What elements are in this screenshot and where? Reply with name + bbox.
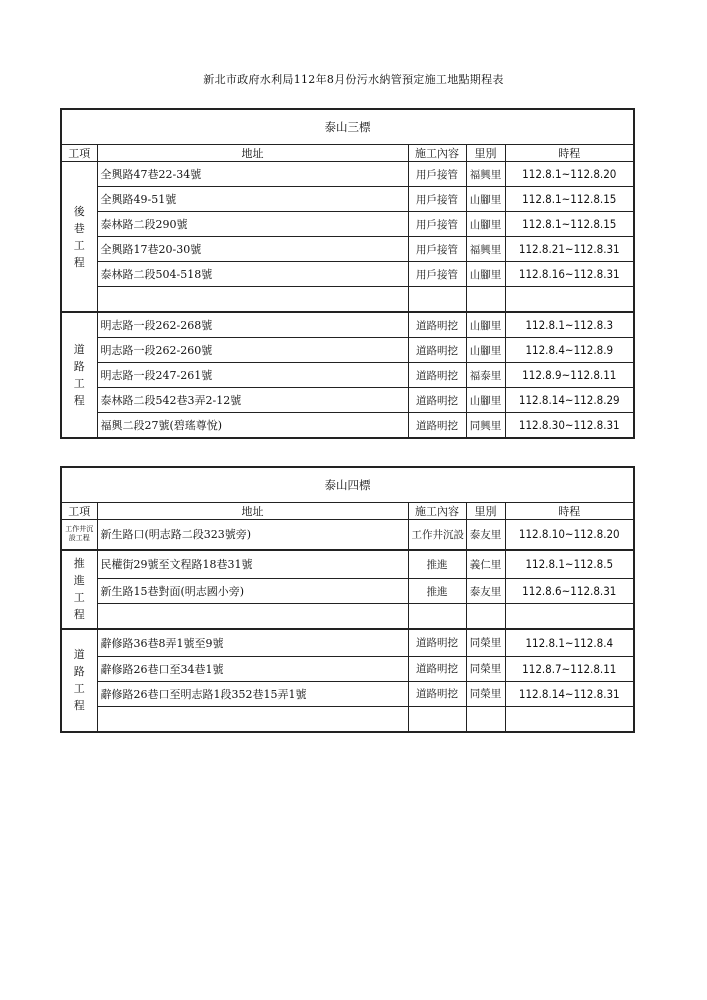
cell-schedule: 112.8.14~112.8.29 bbox=[505, 388, 634, 413]
cell-schedule: 112.8.16~112.8.31 bbox=[505, 262, 634, 287]
cell-village: 山腳里 bbox=[466, 312, 505, 338]
table-row bbox=[61, 656, 634, 681]
table-row bbox=[61, 162, 634, 187]
table-row bbox=[61, 312, 634, 338]
cell-address: 全興路49-51號 bbox=[97, 187, 408, 212]
cell-work bbox=[408, 287, 466, 313]
cell-schedule: 112.8.1~112.8.20 bbox=[505, 162, 634, 187]
cell-address bbox=[97, 287, 408, 313]
cell-address: 辭修路26巷口至34巷1號 bbox=[97, 656, 408, 681]
cell-address: 明志路一段262-268號 bbox=[97, 312, 408, 338]
header-schedule: 時程 bbox=[505, 145, 634, 162]
cell-village: 泰友里 bbox=[466, 579, 505, 604]
table-row bbox=[61, 706, 634, 732]
cell-address bbox=[97, 604, 408, 630]
cell-work: 道路明挖 bbox=[408, 312, 466, 338]
cell-schedule: 112.8.1~112.8.15 bbox=[505, 212, 634, 237]
cell-schedule: 112.8.1~112.8.3 bbox=[505, 312, 634, 338]
cell-village bbox=[466, 287, 505, 313]
header-work: 施工內容 bbox=[408, 145, 466, 162]
cell-work: 道路明挖 bbox=[408, 656, 466, 681]
cell-work: 道路明挖 bbox=[408, 629, 466, 656]
header-category: 工項 bbox=[61, 503, 97, 520]
section-title: 泰山四標 bbox=[61, 467, 634, 503]
cell-work: 道路明挖 bbox=[408, 681, 466, 706]
table-row bbox=[61, 550, 634, 579]
table-row bbox=[61, 338, 634, 363]
header-address: 地址 bbox=[97, 145, 408, 162]
cell-address: 明志路一段247-261號 bbox=[97, 363, 408, 388]
cell-schedule: 112.8.4~112.8.9 bbox=[505, 338, 634, 363]
cell-work: 道路明挖 bbox=[408, 413, 466, 439]
cell-work: 用戶接管 bbox=[408, 237, 466, 262]
header-village: 里別 bbox=[466, 145, 505, 162]
cell-schedule: 112.8.6~112.8.31 bbox=[505, 579, 634, 604]
cell-village bbox=[466, 604, 505, 630]
cell-address: 新生路口(明志路二段323號旁) bbox=[97, 520, 408, 550]
table-row bbox=[61, 629, 634, 656]
cell-village: 泰友里 bbox=[466, 520, 505, 550]
cell-work: 用戶接管 bbox=[408, 187, 466, 212]
table-row bbox=[61, 579, 634, 604]
cell-village: 山腳里 bbox=[466, 187, 505, 212]
cell-address bbox=[97, 706, 408, 732]
cell-village: 義仁里 bbox=[466, 550, 505, 579]
cell-village: 同榮里 bbox=[466, 681, 505, 706]
group-label: 道路工程 bbox=[61, 312, 97, 438]
header-schedule: 時程 bbox=[505, 503, 634, 520]
table-row bbox=[61, 187, 634, 212]
cell-address: 泰林路二段542巷3弄2-12號 bbox=[97, 388, 408, 413]
cell-village: 山腳里 bbox=[466, 212, 505, 237]
table-row bbox=[61, 212, 634, 237]
table-row bbox=[61, 520, 634, 550]
section-title: 泰山三標 bbox=[61, 109, 634, 145]
table-row bbox=[61, 413, 634, 439]
group-label: 後巷工程 bbox=[61, 162, 97, 313]
cell-schedule bbox=[505, 287, 634, 313]
cell-village: 同榮里 bbox=[466, 656, 505, 681]
cell-work: 推進 bbox=[408, 550, 466, 579]
schedule-table-section-2 bbox=[60, 466, 635, 733]
cell-schedule: 112.8.1~112.8.4 bbox=[505, 629, 634, 656]
cell-work: 道路明挖 bbox=[408, 388, 466, 413]
cell-village: 山腳里 bbox=[466, 338, 505, 363]
cell-address: 泰林路二段504-518號 bbox=[97, 262, 408, 287]
document-title: 新北市政府水利局112年8月份污水納管預定施工地點期程表 bbox=[203, 73, 504, 86]
cell-address: 明志路一段262-260號 bbox=[97, 338, 408, 363]
cell-address: 辭修路26巷口至明志路1段352巷15弄1號 bbox=[97, 681, 408, 706]
group-label: 推進工程 bbox=[61, 550, 97, 630]
cell-work bbox=[408, 604, 466, 630]
table-row bbox=[61, 262, 634, 287]
cell-work: 工作井沉設 bbox=[408, 520, 466, 550]
header-category: 工項 bbox=[61, 145, 97, 162]
cell-address: 辭修路36巷8弄1號至9號 bbox=[97, 629, 408, 656]
header-work: 施工內容 bbox=[408, 503, 466, 520]
table-row bbox=[61, 681, 634, 706]
cell-address: 新生路15巷對面(明志國小旁) bbox=[97, 579, 408, 604]
cell-village bbox=[466, 706, 505, 732]
cell-schedule: 112.8.1~112.8.5 bbox=[505, 550, 634, 579]
cell-address: 福興二段27號(碧瑤尊悅) bbox=[97, 413, 408, 439]
cell-village: 福興里 bbox=[466, 237, 505, 262]
header-address: 地址 bbox=[97, 503, 408, 520]
table-row bbox=[61, 363, 634, 388]
cell-schedule: 112.8.21~112.8.31 bbox=[505, 237, 634, 262]
cell-work bbox=[408, 706, 466, 732]
cell-schedule: 112.8.7~112.8.11 bbox=[505, 656, 634, 681]
cell-address: 全興路47巷22-34號 bbox=[97, 162, 408, 187]
cell-village: 山腳里 bbox=[466, 262, 505, 287]
table-row bbox=[61, 388, 634, 413]
schedule-table-section-1 bbox=[60, 108, 635, 439]
cell-village: 福興里 bbox=[466, 162, 505, 187]
cell-work: 用戶接管 bbox=[408, 262, 466, 287]
cell-village: 福泰里 bbox=[466, 363, 505, 388]
table-row bbox=[61, 237, 634, 262]
cell-schedule: 112.8.10~112.8.20 bbox=[505, 520, 634, 550]
cell-schedule: 112.8.1~112.8.15 bbox=[505, 187, 634, 212]
cell-schedule: 112.8.14~112.8.31 bbox=[505, 681, 634, 706]
group-label: 道路工程 bbox=[61, 629, 97, 732]
cell-village: 同興里 bbox=[466, 413, 505, 439]
cell-address: 全興路17巷20-30號 bbox=[97, 237, 408, 262]
cell-schedule bbox=[505, 604, 634, 630]
cell-work: 道路明挖 bbox=[408, 363, 466, 388]
cell-address: 民權街29號至文程路18巷31號 bbox=[97, 550, 408, 579]
cell-schedule: 112.8.9~112.8.11 bbox=[505, 363, 634, 388]
cell-address: 泰林路二段290號 bbox=[97, 212, 408, 237]
cell-work: 用戶接管 bbox=[408, 162, 466, 187]
cell-village: 同榮里 bbox=[466, 629, 505, 656]
header-village: 里別 bbox=[466, 503, 505, 520]
table-row bbox=[61, 287, 634, 313]
cell-village: 山腳里 bbox=[466, 388, 505, 413]
table-row bbox=[61, 604, 634, 630]
cell-work: 道路明挖 bbox=[408, 338, 466, 363]
cell-schedule bbox=[505, 706, 634, 732]
cell-work: 推進 bbox=[408, 579, 466, 604]
cell-schedule: 112.8.30~112.8.31 bbox=[505, 413, 634, 439]
group-label: 工作井沉設工程 bbox=[61, 520, 97, 550]
cell-work: 用戶接管 bbox=[408, 212, 466, 237]
